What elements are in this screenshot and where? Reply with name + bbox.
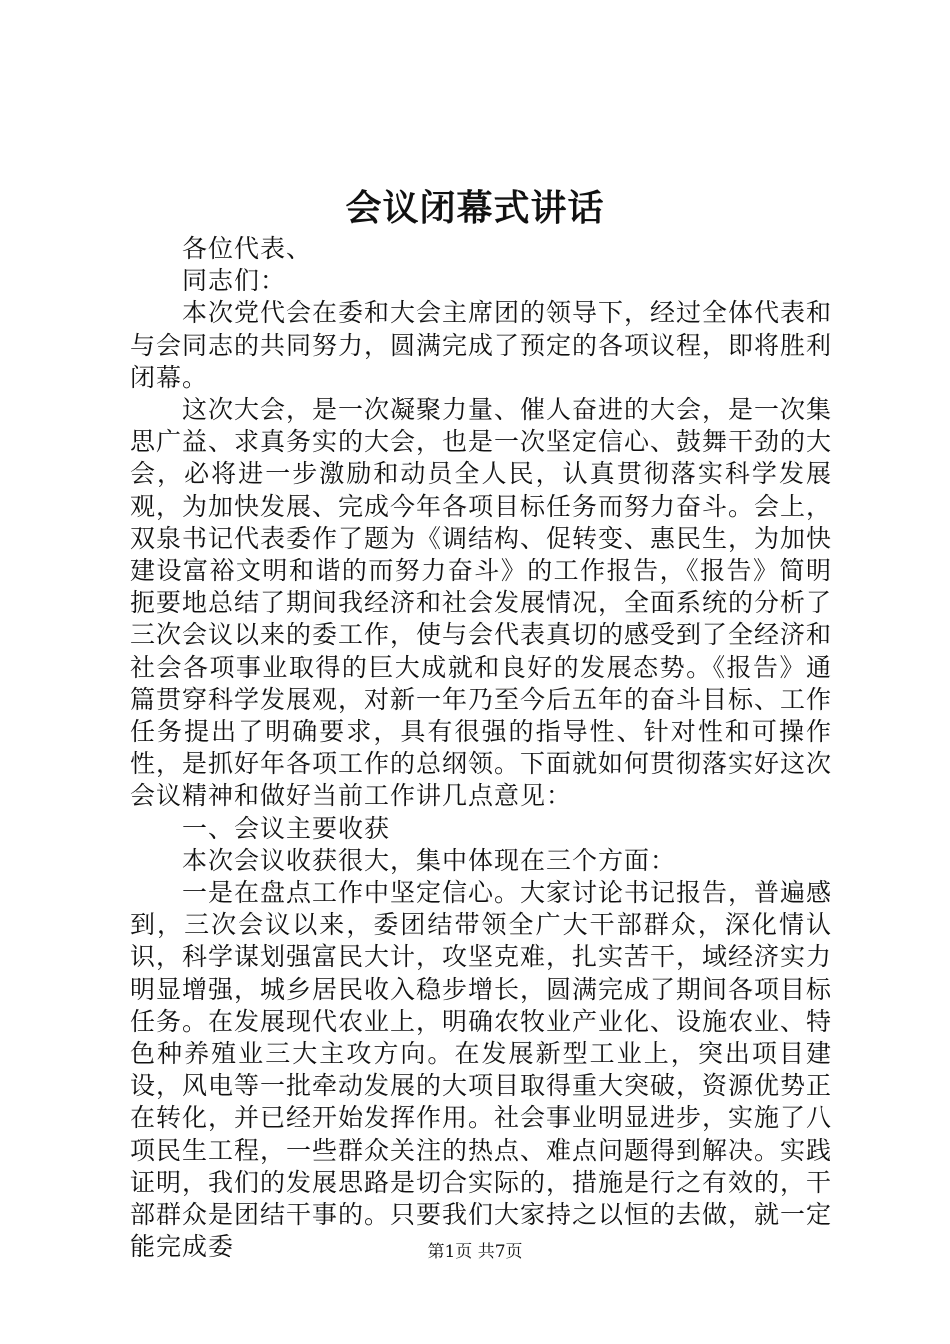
document-title: 会议闭幕式讲话: [345, 187, 605, 229]
body-paragraph: 这次大会，是一次凝聚力量、催人奋进的大会，是一次集思广益、求真务实的大会，也是一次坚定信心、鼓舞干劲的大会，必将进一步激励和动员全人民，认真贯彻落实科学发展观，为加快发展、完成今年各项目标任务而努力奋斗。会上，双泉书记代表委作了题为《调结构、促转变、惠民生，为加快建设富裕文明和谐的而努力奋斗》的工作报告，《报告》简明扼要地总结了期间我经济和社会发展情况，全面系统的分析了三次会议以来的委工作，使与会代表真切的感受到了全经济和社会各项事业取得的巨大成就和良好的发展态势。《报告》通篇贯穿科学发展观，对新一年乃至今后五年的奋斗目标、工作任务提出了明确要求，具有很强的指导性、针对性和可操作性，是抓好年各项工作的总纲领。下面就如何贯彻落实好这次会议精神和做好当前工作讲几点意见：: [130, 395, 833, 811]
salutation-line: 同志们：: [182, 266, 287, 296]
body-paragraph: 本次党代会在委和大会主席团的领导下，经过全体代表和与会同志的共同努力，圆满完成了预定的各项议程，即将胜利闭幕。: [130, 298, 833, 392]
body-paragraph: 本次会议收获很大，集中体现在三个方面：: [182, 845, 677, 875]
section-heading: 一、会议主要收获: [182, 813, 391, 843]
salutation-line: 各位代表、: [182, 234, 313, 263]
body-paragraph: 一是在盘点工作中坚定信心。大家讨论书记报告，普遍感到，三次会议以来，委团结带领全广大干部群众，深化情认识，科学谋划强富民大计，攻坚克难，扎实苦干，域经济实力明显增强，城乡居民收入稳步增长，圆满完成了期间各项目标任务。在发展现代农业上，明确农牧业产业化、设施农业、特色种养殖业三大主攻方向。在发展新型工业上，突出项目建设，风电等一批牵动发展的大项目取得重大突破，资源优势正在转化，并已经开始发挥作用。社会事业明显进步，实施了八项民生工程，一些群众关注的热点、难点问题得到解决。实践证明，我们的发展思路是切合实际的，措施是行之有效的，干部群众是团结干事的。只要我们大家持之以恒的去做，就一定能完成委: [130, 878, 833, 1262]
page-number-footer: 第1页 共7页: [427, 1242, 523, 1262]
document-body: [130, 233, 832, 1264]
